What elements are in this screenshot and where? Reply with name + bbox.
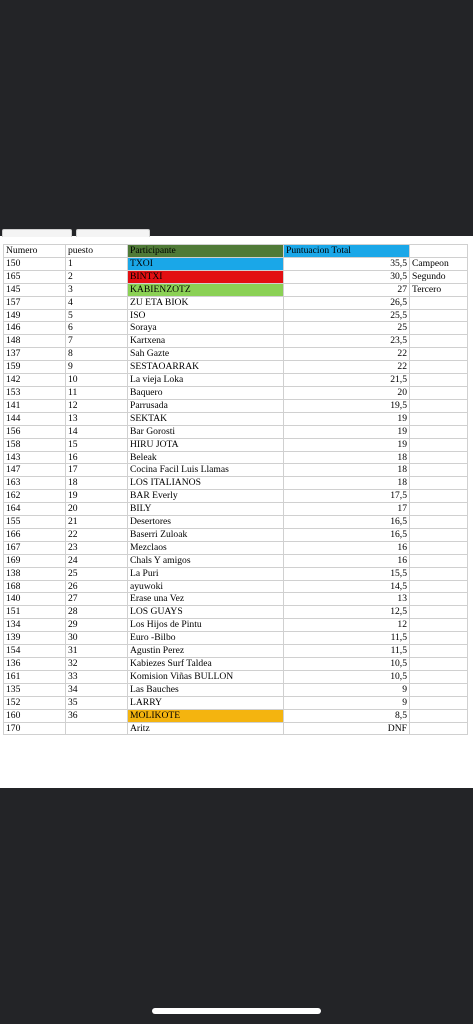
- cell-extra: Campeon: [410, 257, 468, 270]
- cell-puesto: 2: [66, 270, 128, 283]
- cell-puesto: 28: [66, 606, 128, 619]
- cell-puesto: 20: [66, 503, 128, 516]
- cell-extra: [410, 412, 468, 425]
- cell-numero: 151: [4, 606, 66, 619]
- cell-participante: BILY: [128, 503, 284, 516]
- cell-extra: [410, 503, 468, 516]
- cell-extra: [410, 645, 468, 658]
- table-row: [4, 438, 468, 451]
- cell-extra: Tercero: [410, 283, 468, 296]
- cell-extra: Segundo: [410, 270, 468, 283]
- cell-numero: 134: [4, 619, 66, 632]
- home-indicator: [152, 1008, 321, 1014]
- cell-puntuacion: 11,5: [284, 645, 410, 658]
- cell-numero: 135: [4, 683, 66, 696]
- table-row: [4, 412, 468, 425]
- cell-participante: Parrusada: [128, 399, 284, 412]
- cell-numero: 148: [4, 335, 66, 348]
- cell-puntuacion: 19,5: [284, 399, 410, 412]
- cell-numero: 153: [4, 386, 66, 399]
- cell-numero: 157: [4, 296, 66, 309]
- cell-extra: [410, 683, 468, 696]
- cell-numero: 168: [4, 580, 66, 593]
- cell-numero: 165: [4, 270, 66, 283]
- cell-participante: Soraya: [128, 322, 284, 335]
- cell-participante: MOLIKOTE: [128, 709, 284, 722]
- cell-participante: LOS GUAYS: [128, 606, 284, 619]
- cell-extra: [410, 606, 468, 619]
- cell-puntuacion: 14,5: [284, 580, 410, 593]
- cell-numero: 145: [4, 283, 66, 296]
- cell-puntuacion: 9: [284, 696, 410, 709]
- cell-puntuacion: 18: [284, 451, 410, 464]
- cell-participante: Las Bauches: [128, 683, 284, 696]
- table-row: [4, 658, 468, 671]
- header-extra: [410, 245, 468, 258]
- table-row: [4, 670, 468, 683]
- cell-extra: [410, 438, 468, 451]
- cell-numero: 140: [4, 593, 66, 606]
- cell-numero: 160: [4, 709, 66, 722]
- cell-extra: [410, 490, 468, 503]
- table-row: [4, 490, 468, 503]
- cell-extra: [410, 322, 468, 335]
- table-row: [4, 257, 468, 270]
- cell-numero: 158: [4, 438, 66, 451]
- table-row: [4, 464, 468, 477]
- cell-puntuacion: 25,5: [284, 309, 410, 322]
- cell-puntuacion: 19: [284, 412, 410, 425]
- cell-numero: 164: [4, 503, 66, 516]
- cell-participante: Mezclaos: [128, 541, 284, 554]
- cell-participante: La Puri: [128, 567, 284, 580]
- cell-numero: 156: [4, 425, 66, 438]
- cell-participante: Aritz: [128, 722, 284, 735]
- table-row: [4, 374, 468, 387]
- cell-extra: [410, 593, 468, 606]
- cell-puesto: 19: [66, 490, 128, 503]
- cell-puntuacion: 20: [284, 386, 410, 399]
- cell-puntuacion: 11,5: [284, 632, 410, 645]
- table-row: [4, 593, 468, 606]
- cell-puntuacion: 15,5: [284, 567, 410, 580]
- cell-participante: BINTXI: [128, 270, 284, 283]
- cell-numero: 137: [4, 348, 66, 361]
- cell-puntuacion: 17,5: [284, 490, 410, 503]
- table-row: [4, 541, 468, 554]
- table-row: [4, 709, 468, 722]
- cell-extra: [410, 374, 468, 387]
- cell-participante: Sah Gazte: [128, 348, 284, 361]
- cell-puesto: 32: [66, 658, 128, 671]
- cell-puntuacion: DNF: [284, 722, 410, 735]
- cell-extra: [410, 335, 468, 348]
- table-row: [4, 425, 468, 438]
- header-puesto: puesto: [66, 245, 128, 258]
- table-row: [4, 503, 468, 516]
- table-row: [4, 619, 468, 632]
- cell-extra: [410, 632, 468, 645]
- cell-extra: [410, 722, 468, 735]
- cell-numero: 169: [4, 554, 66, 567]
- table-row: [4, 580, 468, 593]
- cell-puesto: 35: [66, 696, 128, 709]
- table-row: [4, 683, 468, 696]
- cell-puntuacion: 19: [284, 438, 410, 451]
- cell-participante: Euro -Bilbo: [128, 632, 284, 645]
- cell-puesto: 11: [66, 386, 128, 399]
- table-row: [4, 696, 468, 709]
- cell-numero: 143: [4, 451, 66, 464]
- table-row: [4, 361, 468, 374]
- cell-numero: 138: [4, 567, 66, 580]
- cell-puntuacion: 12: [284, 619, 410, 632]
- cell-puesto: 16: [66, 451, 128, 464]
- cell-puntuacion: 8,5: [284, 709, 410, 722]
- cell-extra: [410, 361, 468, 374]
- cell-puesto: 6: [66, 322, 128, 335]
- cell-extra: [410, 516, 468, 529]
- cell-participante: ISO: [128, 309, 284, 322]
- cell-extra: [410, 296, 468, 309]
- header-numero: Numero: [4, 245, 66, 258]
- cell-participante: Kartxena: [128, 335, 284, 348]
- header-participante: Participante: [128, 245, 284, 258]
- cell-numero: 142: [4, 374, 66, 387]
- cell-numero: 159: [4, 361, 66, 374]
- cell-participante: Chals Y amigos: [128, 554, 284, 567]
- table-header-row: [4, 245, 468, 258]
- results-table: [3, 244, 468, 735]
- header-puntuacion: Puntuacion Total: [284, 245, 410, 258]
- cell-numero: 161: [4, 670, 66, 683]
- cell-extra: [410, 580, 468, 593]
- sheet-tab[interactable]: [2, 229, 72, 237]
- cell-puntuacion: 25: [284, 322, 410, 335]
- cell-puntuacion: 30,5: [284, 270, 410, 283]
- cell-numero: 141: [4, 399, 66, 412]
- cell-extra: [410, 348, 468, 361]
- cell-participante: BAR Everly: [128, 490, 284, 503]
- cell-puesto: 25: [66, 567, 128, 580]
- table-row: [4, 722, 468, 735]
- cell-puntuacion: 10,5: [284, 658, 410, 671]
- cell-extra: [410, 541, 468, 554]
- cell-participante: Erase una Vez: [128, 593, 284, 606]
- cell-puntuacion: 12,5: [284, 606, 410, 619]
- cell-puesto: 1: [66, 257, 128, 270]
- cell-puntuacion: 26,5: [284, 296, 410, 309]
- cell-puesto: 21: [66, 516, 128, 529]
- table-row: [4, 348, 468, 361]
- cell-puntuacion: 23,5: [284, 335, 410, 348]
- cell-numero: 163: [4, 477, 66, 490]
- table-row: [4, 451, 468, 464]
- cell-participante: Los Hijos de Pintu: [128, 619, 284, 632]
- cell-participante: HIRU JOTA: [128, 438, 284, 451]
- cell-puesto: 26: [66, 580, 128, 593]
- cell-puesto: 8: [66, 348, 128, 361]
- cell-extra: [410, 399, 468, 412]
- cell-numero: 139: [4, 632, 66, 645]
- table-row: [4, 516, 468, 529]
- cell-puesto: 17: [66, 464, 128, 477]
- table-row: [4, 309, 468, 322]
- cell-participante: TXOI: [128, 257, 284, 270]
- cell-extra: [410, 709, 468, 722]
- cell-extra: [410, 451, 468, 464]
- cell-participante: LOS ITALIANOS: [128, 477, 284, 490]
- table-row: [4, 270, 468, 283]
- cell-extra: [410, 567, 468, 580]
- cell-participante: Beleak: [128, 451, 284, 464]
- cell-numero: 170: [4, 722, 66, 735]
- cell-puesto: 18: [66, 477, 128, 490]
- cell-puntuacion: 16,5: [284, 516, 410, 529]
- cell-participante: Baquero: [128, 386, 284, 399]
- cell-puesto: 14: [66, 425, 128, 438]
- cell-extra: [410, 528, 468, 541]
- sheet-tabs: [0, 229, 160, 237]
- table-row: [4, 335, 468, 348]
- cell-puntuacion: 16,5: [284, 528, 410, 541]
- cell-puntuacion: 27: [284, 283, 410, 296]
- cell-puesto: 4: [66, 296, 128, 309]
- cell-participante: ZU ETA BIOK: [128, 296, 284, 309]
- cell-puesto: 3: [66, 283, 128, 296]
- table-row: [4, 567, 468, 580]
- cell-numero: 149: [4, 309, 66, 322]
- cell-numero: 144: [4, 412, 66, 425]
- cell-puesto: 36: [66, 709, 128, 722]
- cell-participante: Desertores: [128, 516, 284, 529]
- cell-puesto: 27: [66, 593, 128, 606]
- cell-numero: 162: [4, 490, 66, 503]
- cell-puesto: 24: [66, 554, 128, 567]
- cell-numero: 150: [4, 257, 66, 270]
- cell-numero: 155: [4, 516, 66, 529]
- cell-puntuacion: 17: [284, 503, 410, 516]
- cell-participante: ayuwoki: [128, 580, 284, 593]
- cell-puesto: 22: [66, 528, 128, 541]
- cell-puesto: 5: [66, 309, 128, 322]
- sheet-tab[interactable]: [76, 229, 150, 237]
- cell-participante: SEKTAK: [128, 412, 284, 425]
- cell-puesto: 12: [66, 399, 128, 412]
- cell-extra: [410, 386, 468, 399]
- cell-participante: LARRY: [128, 696, 284, 709]
- cell-puntuacion: 21,5: [284, 374, 410, 387]
- cell-puntuacion: 16: [284, 541, 410, 554]
- cell-puntuacion: 13: [284, 593, 410, 606]
- cell-puesto: 9: [66, 361, 128, 374]
- table-row: [4, 528, 468, 541]
- table-row: [4, 399, 468, 412]
- cell-numero: 166: [4, 528, 66, 541]
- cell-puesto: 29: [66, 619, 128, 632]
- cell-extra: [410, 477, 468, 490]
- cell-puesto: 15: [66, 438, 128, 451]
- cell-numero: 146: [4, 322, 66, 335]
- cell-extra: [410, 554, 468, 567]
- cell-puesto: 33: [66, 670, 128, 683]
- table-row: [4, 554, 468, 567]
- cell-puesto: 34: [66, 683, 128, 696]
- cell-participante: Agustin Perez: [128, 645, 284, 658]
- table-row: [4, 296, 468, 309]
- cell-puesto: 30: [66, 632, 128, 645]
- cell-extra: [410, 309, 468, 322]
- cell-numero: 167: [4, 541, 66, 554]
- table-row: [4, 386, 468, 399]
- table-row: [4, 322, 468, 335]
- cell-numero: 154: [4, 645, 66, 658]
- cell-puntuacion: 18: [284, 464, 410, 477]
- cell-puesto: 23: [66, 541, 128, 554]
- cell-puntuacion: 18: [284, 477, 410, 490]
- cell-participante: Baserri Zuloak: [128, 528, 284, 541]
- cell-numero: 147: [4, 464, 66, 477]
- table-row: [4, 606, 468, 619]
- cell-participante: KABIENZOTZ: [128, 283, 284, 296]
- cell-participante: Cocina Facil Luis Llamas: [128, 464, 284, 477]
- cell-puntuacion: 22: [284, 361, 410, 374]
- cell-extra: [410, 619, 468, 632]
- cell-extra: [410, 464, 468, 477]
- cell-puntuacion: 9: [284, 683, 410, 696]
- cell-puesto: [66, 722, 128, 735]
- cell-numero: 136: [4, 658, 66, 671]
- cell-participante: Komision Viñas BULLON: [128, 670, 284, 683]
- table-row: [4, 477, 468, 490]
- cell-participante: SESTAOARRAK: [128, 361, 284, 374]
- cell-puntuacion: 10,5: [284, 670, 410, 683]
- table-row: [4, 283, 468, 296]
- cell-extra: [410, 425, 468, 438]
- cell-numero: 152: [4, 696, 66, 709]
- cell-puntuacion: 35,5: [284, 257, 410, 270]
- cell-extra: [410, 670, 468, 683]
- cell-extra: [410, 658, 468, 671]
- cell-puntuacion: 16: [284, 554, 410, 567]
- cell-puntuacion: 19: [284, 425, 410, 438]
- cell-participante: Kabiezes Surf Taldea: [128, 658, 284, 671]
- cell-puesto: 31: [66, 645, 128, 658]
- cell-participante: Bar Gorosti: [128, 425, 284, 438]
- cell-puntuacion: 22: [284, 348, 410, 361]
- cell-puesto: 10: [66, 374, 128, 387]
- table-row: [4, 632, 468, 645]
- cell-puesto: 7: [66, 335, 128, 348]
- cell-extra: [410, 696, 468, 709]
- cell-puesto: 13: [66, 412, 128, 425]
- cell-participante: La vieja Loka: [128, 374, 284, 387]
- table-row: [4, 645, 468, 658]
